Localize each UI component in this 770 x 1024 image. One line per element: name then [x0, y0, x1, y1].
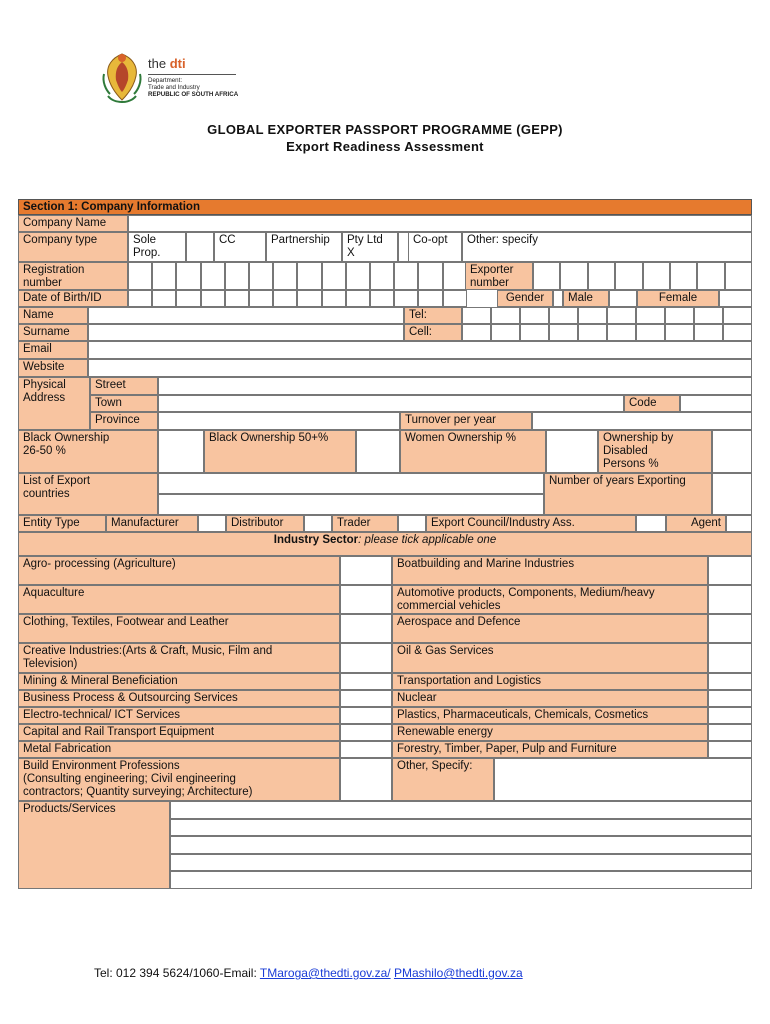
- industry-right-2: Aerospace and Defence: [392, 614, 708, 643]
- industry-left-3: Creative Industries:(Arts & Craft, Music, Film and Television): [18, 643, 340, 673]
- export-countries-input-1[interactable]: [158, 473, 544, 494]
- industry-right-8-tickbox[interactable]: [708, 741, 752, 758]
- gender-female-option[interactable]: Female: [637, 290, 719, 307]
- code-input[interactable]: [680, 395, 752, 412]
- industry-left-3-tickbox[interactable]: [340, 643, 392, 673]
- entity-agent-box[interactable]: [726, 515, 752, 532]
- industry-left-5-tickbox[interactable]: [340, 690, 392, 707]
- products-services-line[interactable]: [170, 871, 752, 889]
- dob-digit-box[interactable]: [418, 290, 442, 307]
- industry-right-8: Forestry, Timber, Paper, Pulp and Furniture: [392, 741, 708, 758]
- date-of-birth-label: Date of Birth/ID: [18, 290, 128, 307]
- company-type-sole-prop[interactable]: Sole Prop.: [128, 232, 186, 262]
- section1-heading: Section 1: Company Information: [18, 199, 752, 215]
- industry-right-5-tickbox[interactable]: [708, 690, 752, 707]
- industry-right-7: Renewable energy: [392, 724, 708, 741]
- registration-digit-box[interactable]: [152, 262, 176, 290]
- products-services-line[interactable]: [170, 836, 752, 854]
- disabled-ownership-input[interactable]: [712, 430, 752, 473]
- industry-left-4: Mining & Mineral Beneficiation: [18, 673, 340, 690]
- industry-left-5: Business Process & Outsourcing Services: [18, 690, 340, 707]
- logo-brand: the dti: [148, 56, 186, 71]
- code-label: Code: [624, 395, 680, 412]
- cell-digit-box[interactable]: [723, 324, 752, 341]
- gender-male-box[interactable]: [609, 290, 637, 307]
- industry-right-1: Automotive products, Components, Medium/heavy commercial vehicles: [392, 585, 708, 614]
- dob-digit-box[interactable]: [297, 290, 321, 307]
- exporter-number-label: Exporter number: [465, 262, 533, 290]
- industry-right-1-tickbox[interactable]: [708, 585, 752, 614]
- industry-left-0: Agro- processing (Agriculture): [18, 556, 340, 585]
- page-title: GLOBAL EXPORTER PASSPORT PROGRAMME (GEPP): [207, 122, 563, 137]
- black-ownership-50-input[interactable]: [356, 430, 400, 473]
- entity-export-council[interactable]: Export Council/Industry Ass.: [426, 515, 636, 532]
- years-exporting-label: Number of years Exporting: [544, 473, 712, 515]
- industry-right-2-tickbox[interactable]: [708, 614, 752, 643]
- gender-spacer: [553, 290, 563, 307]
- exporter-digit-box[interactable]: [670, 262, 697, 290]
- industry-sector-heading: [18, 532, 752, 556]
- company-type-label: Company type: [18, 232, 128, 262]
- industry-left-1: Aquaculture: [18, 585, 340, 614]
- industry-left-4-tickbox[interactable]: [340, 673, 392, 690]
- tel-label: Tel:: [404, 307, 462, 324]
- company-type-sole-prop-box[interactable]: [186, 232, 214, 262]
- town-label: Town: [90, 395, 158, 412]
- cell-digit-box[interactable]: [607, 324, 636, 341]
- registration-digit-box[interactable]: [249, 262, 273, 290]
- industry-right-4: Transportation and Logistics: [392, 673, 708, 690]
- industry-left-9: Build Environment Professions (Consulting engineering; Civil engineering contractors; Quantity surveying; Architecture): [18, 758, 340, 801]
- cell-digit-box[interactable]: [694, 324, 723, 341]
- website-input[interactable]: [88, 359, 752, 377]
- tel-digit-box[interactable]: [636, 307, 665, 324]
- email-link-tmaroga[interactable]: TMaroga@thedti.gov.za/: [259, 966, 391, 980]
- cell-label: Cell:: [404, 324, 462, 341]
- industry-left-2: Clothing, Textiles, Footwear and Leather: [18, 614, 340, 643]
- cell-digit-box[interactable]: [462, 324, 491, 341]
- entity-distributor[interactable]: Distributor: [226, 515, 304, 532]
- dob-digit-box[interactable]: [249, 290, 273, 307]
- products-services-line[interactable]: [170, 801, 752, 819]
- province-input[interactable]: [158, 412, 400, 430]
- registration-digit-box[interactable]: [128, 262, 152, 290]
- cell-digit-box[interactable]: [665, 324, 694, 341]
- tel-digit-box[interactable]: [723, 307, 752, 324]
- registration-digit-box[interactable]: [346, 262, 370, 290]
- exporter-digit-box[interactable]: [643, 262, 670, 290]
- company-type-partnership[interactable]: Partnership: [266, 232, 342, 262]
- years-exporting-input[interactable]: [712, 473, 752, 515]
- exporter-digit-box[interactable]: [560, 262, 587, 290]
- registration-digit-box[interactable]: [370, 262, 394, 290]
- company-type-co-opt[interactable]: Co-opt: [408, 232, 462, 262]
- company-type-pty-ltd[interactable]: Pty Ltd X: [342, 232, 398, 262]
- company-name-label: Company Name: [18, 215, 128, 232]
- industry-right-3: Oil & Gas Services: [392, 643, 708, 673]
- email-label: Email: [18, 341, 88, 359]
- registration-digit-box[interactable]: [322, 262, 346, 290]
- dob-digit-box[interactable]: [128, 290, 152, 307]
- street-input[interactable]: [158, 377, 752, 395]
- company-type-other[interactable]: Other: specify: [462, 232, 752, 262]
- industry-right-6: Plastics, Pharmaceuticals, Chemicals, Cosmetics: [392, 707, 708, 724]
- name-input[interactable]: [88, 307, 404, 324]
- tel-digit-box[interactable]: [578, 307, 607, 324]
- surname-label: Surname: [18, 324, 88, 341]
- registration-digit-box[interactable]: [394, 262, 418, 290]
- tel-digit-box[interactable]: [520, 307, 549, 324]
- industry-left-6: Electro-technical/ ICT Services: [18, 707, 340, 724]
- entity-type-label: Entity Type: [18, 515, 106, 532]
- black-ownership-50-label: Black Ownership 50+%: [204, 430, 356, 473]
- disabled-ownership-label: Ownership by Disabled Persons %: [598, 430, 712, 473]
- entity-trader[interactable]: Trader: [332, 515, 398, 532]
- registration-digit-box[interactable]: [297, 262, 321, 290]
- town-input[interactable]: [158, 395, 624, 412]
- entity-manufacturer[interactable]: Manufacturer: [106, 515, 198, 532]
- industry-right-7-tickbox[interactable]: [708, 724, 752, 741]
- cell-digit-box[interactable]: [520, 324, 549, 341]
- exporter-digit-box[interactable]: [725, 262, 752, 290]
- industry-sector-title: Industry Sector: [273, 534, 359, 546]
- industry-left-6-tickbox[interactable]: [340, 707, 392, 724]
- entity-manufacturer-box[interactable]: [198, 515, 226, 532]
- turnover-input[interactable]: [532, 412, 752, 430]
- dob-digit-box[interactable]: [273, 290, 297, 307]
- export-countries-input-2[interactable]: [158, 494, 544, 515]
- dob-digit-box[interactable]: [225, 290, 249, 307]
- street-label: Street: [90, 377, 158, 395]
- physical-address-label: Physical Address: [18, 377, 90, 430]
- registration-digit-box[interactable]: [418, 262, 442, 290]
- email-input[interactable]: [88, 341, 752, 359]
- industry-left-1-tickbox[interactable]: [340, 585, 392, 614]
- black-ownership-26-50-label: Black Ownership 26-50 %: [18, 430, 158, 473]
- dob-digit-box[interactable]: [346, 290, 370, 307]
- tel-digit-box[interactable]: [549, 307, 578, 324]
- exporter-digit-box[interactable]: [615, 262, 642, 290]
- footer-contact: Tel: 012 394 5624/1060-Email: TMaroga@thedti.gov.za/ PMashilo@thedti.gov.za: [94, 966, 523, 980]
- industry-right-6-tickbox[interactable]: [708, 707, 752, 724]
- industry-other-specify-input[interactable]: [494, 758, 752, 801]
- tel-digit-box[interactable]: [665, 307, 694, 324]
- cell-digit-box[interactable]: [636, 324, 665, 341]
- logo-department: Department: Trade and Industry REPUBLIC OF SOUTH AFRICA: [148, 77, 239, 98]
- exporter-digit-box[interactable]: [533, 262, 560, 290]
- industry-sector-note: : please tick applicable one: [358, 534, 497, 546]
- dob-digit-box[interactable]: [370, 290, 394, 307]
- name-label: Name: [18, 307, 88, 324]
- industry-right-0: Boatbuilding and Marine Industries: [392, 556, 708, 585]
- industry-left-9-tickbox[interactable]: [340, 758, 392, 801]
- industry-left-2-tickbox[interactable]: [340, 614, 392, 643]
- industry-right-5: Nuclear: [392, 690, 708, 707]
- website-label: Website: [18, 359, 88, 377]
- products-services-line[interactable]: [170, 854, 752, 872]
- page-subtitle: Export Readiness Assessment: [286, 139, 484, 154]
- industry-left-7-tickbox[interactable]: [340, 724, 392, 741]
- black-ownership-26-50-input[interactable]: [158, 430, 204, 473]
- email-link-pmashilo[interactable]: PMashilo@thedti.gov.za: [393, 966, 523, 980]
- registration-digit-box[interactable]: [443, 262, 467, 290]
- dob-digit-box[interactable]: [322, 290, 346, 307]
- registration-number-label: Registration number: [18, 262, 128, 290]
- gender-male-option[interactable]: Male: [563, 290, 609, 307]
- dob-digit-box[interactable]: [443, 290, 467, 307]
- industry-left-8-tickbox[interactable]: [340, 741, 392, 758]
- entity-distributor-box[interactable]: [304, 515, 332, 532]
- registration-digit-box[interactable]: [225, 262, 249, 290]
- industry-right-0-tickbox[interactable]: [708, 556, 752, 585]
- surname-input[interactable]: [88, 324, 404, 341]
- industry-left-8: Metal Fabrication: [18, 741, 340, 758]
- gender-female-box[interactable]: [719, 290, 752, 307]
- women-ownership-label: Women Ownership %: [400, 430, 546, 473]
- cell-digit-box[interactable]: [491, 324, 520, 341]
- dob-digit-box[interactable]: [176, 290, 200, 307]
- industry-left-0-tickbox[interactable]: [340, 556, 392, 585]
- cell-digit-box[interactable]: [578, 324, 607, 341]
- registration-digit-box[interactable]: [273, 262, 297, 290]
- dob-digit-box[interactable]: [152, 290, 176, 307]
- registration-digit-box[interactable]: [176, 262, 200, 290]
- export-countries-label: List of Export countries: [18, 473, 158, 515]
- products-services-line[interactable]: [170, 819, 752, 837]
- gender-label: Gender: [497, 290, 553, 307]
- industry-right-4-tickbox[interactable]: [708, 673, 752, 690]
- exporter-digit-box[interactable]: [697, 262, 724, 290]
- industry-right-9: Other, Specify:: [392, 758, 494, 801]
- entity-agent[interactable]: Agent: [666, 515, 726, 532]
- entity-export-council-box[interactable]: [636, 515, 666, 532]
- company-type-cc[interactable]: CC: [214, 232, 266, 262]
- cell-digit-box[interactable]: [549, 324, 578, 341]
- province-label: Province: [90, 412, 158, 430]
- dob-digit-box[interactable]: [394, 290, 418, 307]
- women-ownership-input[interactable]: [546, 430, 598, 473]
- exporter-digit-box[interactable]: [588, 262, 615, 290]
- dob-digit-box[interactable]: [201, 290, 225, 307]
- products-services-label: Products/Services: [18, 801, 170, 889]
- turnover-label: Turnover per year: [400, 412, 532, 430]
- tel-digit-box[interactable]: [462, 307, 491, 324]
- industry-right-3-tickbox[interactable]: [708, 643, 752, 673]
- registration-digit-box[interactable]: [201, 262, 225, 290]
- tel-digit-box[interactable]: [491, 307, 520, 324]
- tel-digit-box[interactable]: [607, 307, 636, 324]
- industry-left-7: Capital and Rail Transport Equipment: [18, 724, 340, 741]
- tel-digit-box[interactable]: [694, 307, 723, 324]
- company-name-input[interactable]: [128, 215, 752, 232]
- entity-trader-box[interactable]: [398, 515, 426, 532]
